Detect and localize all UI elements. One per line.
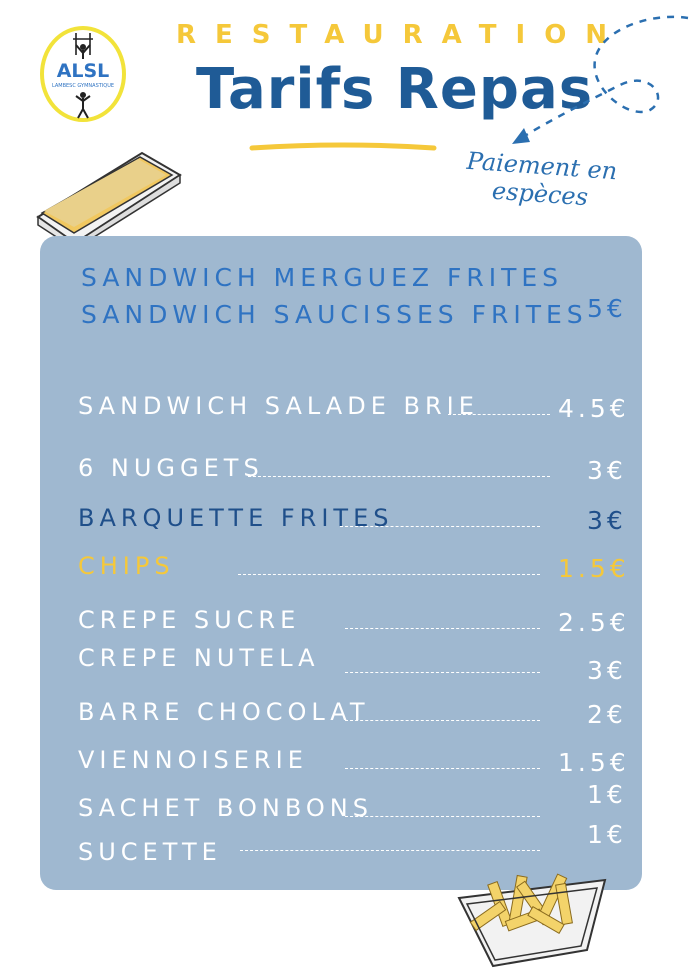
title-underline bbox=[248, 140, 438, 154]
menu-item-label: CREPE NUTELA bbox=[78, 644, 320, 672]
menu-item-label: SUCETTE bbox=[78, 838, 222, 866]
dotted-leader bbox=[240, 850, 540, 851]
menu-item-price: 1€ bbox=[587, 780, 627, 809]
restauration-kicker: RESTAURATION bbox=[176, 20, 627, 50]
menu-combo-line2: SANDWICH SAUCISSES FRITES bbox=[81, 300, 588, 329]
menu-item-label: CHIPS bbox=[78, 552, 175, 580]
svg-text:LAMBESC GYMNASTIQUE: LAMBESC GYMNASTIQUE bbox=[51, 83, 115, 89]
menu-item-price: 4.5€ bbox=[558, 394, 630, 423]
menu-item-label: 6 NUGGETS bbox=[78, 454, 264, 482]
menu-combo-price: 5€ bbox=[587, 294, 627, 323]
dotted-leader bbox=[345, 816, 540, 817]
menu-item-price: 3€ bbox=[587, 506, 627, 535]
sandwich-illustration bbox=[30, 145, 185, 250]
fries-illustration bbox=[455, 862, 615, 972]
menu-item-label: CREPE SUCRE bbox=[78, 606, 301, 634]
payment-note bbox=[450, 146, 631, 214]
menu-combo-line1: SANDWICH MERGUEZ FRITES bbox=[81, 263, 564, 292]
dotted-leader bbox=[345, 628, 540, 629]
menu-panel bbox=[40, 236, 642, 890]
menu-item-label: BARQUETTE FRITES bbox=[78, 504, 394, 532]
menu-item-label: SACHET BONBONS bbox=[78, 794, 373, 822]
dashed-arrow-icon bbox=[500, 10, 690, 160]
page-title: Tarifs Repas bbox=[196, 57, 594, 122]
dotted-leader bbox=[345, 768, 540, 769]
dotted-leader bbox=[238, 574, 540, 575]
menu-item-price: 2€ bbox=[587, 700, 627, 729]
menu-item-price: 1€ bbox=[587, 820, 627, 849]
menu-item-label: BARRE CHOCOLAT bbox=[78, 698, 370, 726]
dotted-leader bbox=[248, 476, 550, 477]
menu-item-label: SANDWICH SALADE BRIE bbox=[78, 392, 479, 420]
dotted-leader bbox=[340, 526, 540, 527]
dotted-leader bbox=[345, 672, 540, 673]
menu-item-price: 1.5€ bbox=[558, 554, 630, 583]
payment-note-line1: Paiement en bbox=[465, 146, 619, 186]
menu-item-price: 1.5€ bbox=[558, 748, 630, 777]
menu-item-price: 2.5€ bbox=[558, 608, 630, 637]
alsl-logo bbox=[39, 25, 127, 123]
dotted-leader bbox=[448, 414, 550, 415]
menu-item-price: 3€ bbox=[587, 656, 627, 685]
menu-item-price: 3€ bbox=[587, 456, 627, 485]
dotted-leader bbox=[345, 720, 540, 721]
payment-note-line2: espèces bbox=[491, 176, 589, 212]
menu-item-label: VIENNOISERIE bbox=[78, 746, 308, 774]
svg-text:ALSL: ALSL bbox=[56, 60, 110, 82]
